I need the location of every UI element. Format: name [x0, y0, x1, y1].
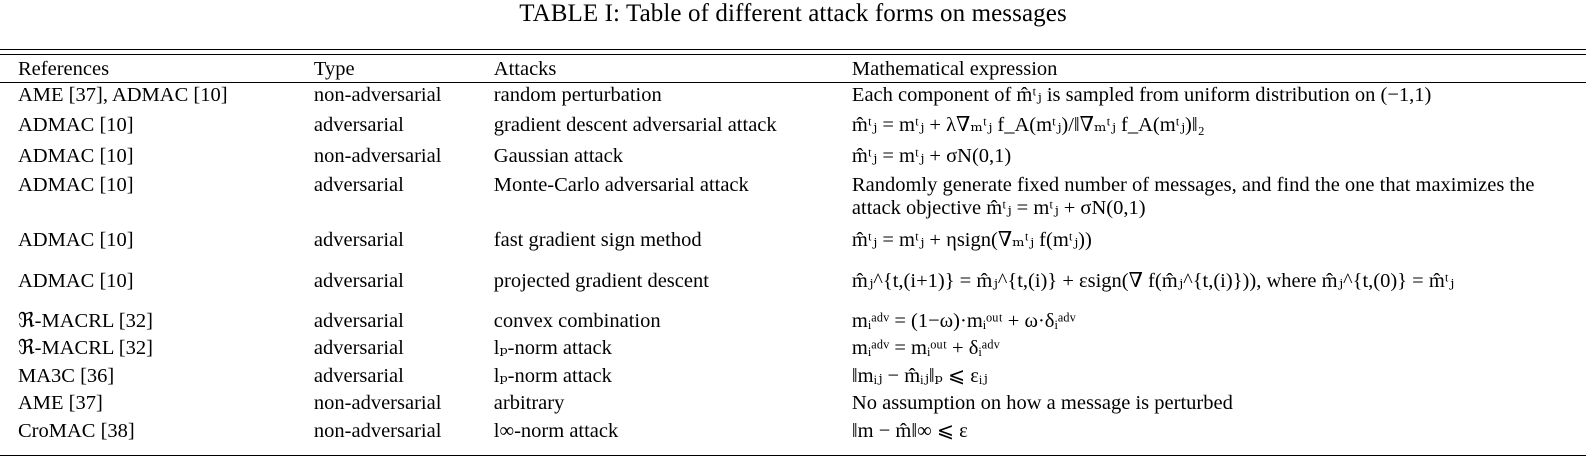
top-rule-inner	[0, 54, 1586, 55]
cell-attacks: projected gradient descent	[493, 270, 709, 292]
cell-references: MA3C [36]	[18, 364, 115, 387]
column-header-type: Type	[313, 58, 355, 80]
cell-attacks: lₚ-norm attack	[493, 337, 612, 360]
cell-type: non-adversarial	[313, 392, 442, 415]
cell-references: ADMAC [10]	[18, 113, 134, 136]
cell-expression: Each component of m̂ᵗⱼ is sampled from uniform distribution on (−1,1)	[851, 84, 1432, 107]
cell-expression: m̂ᵗⱼ = mᵗⱼ + λ∇ₘᵗⱼ f_A(mᵗⱼ)/‖∇ₘᵗⱼ f_A(mᵗⱼ)‖₂	[851, 113, 1205, 136]
cell-references: ADMAC [10]	[18, 173, 134, 196]
table-row	[0, 225, 1586, 256]
top-rule	[0, 49, 1586, 50]
cell-references: AME [37], ADMAC [10]	[18, 84, 228, 107]
column-header-references: References	[18, 58, 110, 80]
cell-type: adversarial	[313, 337, 404, 360]
column-header-attacks: Attacks	[493, 58, 557, 80]
column-header-expression: Mathematical expression	[851, 58, 1058, 80]
table-row	[0, 110, 1586, 141]
cell-type: adversarial	[313, 113, 404, 136]
cell-type: adversarial	[313, 228, 404, 251]
cell-type: adversarial	[313, 309, 404, 332]
table-row	[0, 141, 1586, 172]
bottom-rule	[0, 455, 1586, 456]
cell-attacks: fast gradient sign method	[493, 228, 702, 251]
cell-expression: Randomly generate fixed number of messages, and find the one that maximizes the attack objective m̂ᵗⱼ = mᵗⱼ + σN(0,1)	[851, 173, 1535, 219]
cell-type: adversarial	[313, 173, 404, 196]
cell-expression: No assumption on how a message is perturbed	[851, 392, 1233, 415]
cell-references: AME [37]	[18, 392, 103, 415]
cell-type: non-adversarial	[313, 144, 442, 167]
cell-type: non-adversarial	[313, 419, 442, 442]
cell-attacks: Monte-Carlo adversarial attack	[493, 173, 749, 196]
cell-expression: m̂ⱼ^{t,(i+1)} = m̂ⱼ^{t,(i)} + εsign(∇ f(m̂ⱼ^{t,(i)})), where m̂ⱼ^{t,(0)} = m̂ᵗⱼ	[851, 270, 1455, 292]
cell-expression: mᵢᵃᵈᵛ = (1−ω)·mᵢᵒᵘᵗ + ω·δᵢᵃᵈᵛ	[851, 309, 1076, 332]
cell-attacks: convex combination	[493, 309, 661, 332]
table-row	[0, 418, 1586, 446]
cell-expression: m̂ᵗⱼ = mᵗⱼ + ηsign(∇ₘᵗⱼ f(mᵗⱼ))	[851, 228, 1092, 251]
cell-references: ℜ-MACRL [32]	[18, 337, 153, 360]
cell-references: ADMAC [10]	[18, 144, 134, 167]
table-row	[0, 335, 1586, 363]
table-caption: TABLE I: Table of different attack forms on messages	[519, 0, 1067, 27]
cell-attacks: gradient descent adversarial attack	[493, 113, 777, 136]
cell-references: ADMAC [10]	[18, 270, 134, 292]
table-row	[0, 256, 1586, 308]
cell-type: adversarial	[313, 270, 404, 292]
table-row	[0, 172, 1586, 225]
table-row	[0, 363, 1586, 391]
cell-attacks: arbitrary	[493, 392, 565, 415]
cell-attacks: random perturbation	[493, 84, 662, 107]
cell-type: non-adversarial	[313, 84, 442, 107]
cell-attacks: l∞-norm attack	[493, 419, 619, 442]
cell-type: adversarial	[313, 364, 404, 387]
table-header-row	[0, 57, 1586, 82]
cell-references: ℜ-MACRL [32]	[18, 309, 153, 332]
table-row	[0, 390, 1586, 418]
cell-expression: ‖mᵢⱼ − m̂ᵢⱼ‖ₚ ⩽ εᵢⱼ	[851, 364, 988, 387]
cell-attacks: Gaussian attack	[493, 144, 623, 167]
cell-references: CroMAC [38]	[18, 419, 135, 442]
cell-expression: ‖m − m̂‖∞ ⩽ ε	[851, 419, 968, 442]
cell-expression: m̂ᵗⱼ = mᵗⱼ + σN(0,1)	[851, 144, 1012, 167]
cell-references: ADMAC [10]	[18, 228, 134, 251]
table-row	[0, 82, 1586, 110]
cell-attacks: lₚ-norm attack	[493, 364, 612, 387]
attack-forms-table	[0, 57, 1586, 445]
cell-expression: mᵢᵃᵈᵛ = mᵢᵒᵘᵗ + δᵢᵃᵈᵛ	[851, 337, 1000, 360]
table-row	[0, 308, 1586, 336]
